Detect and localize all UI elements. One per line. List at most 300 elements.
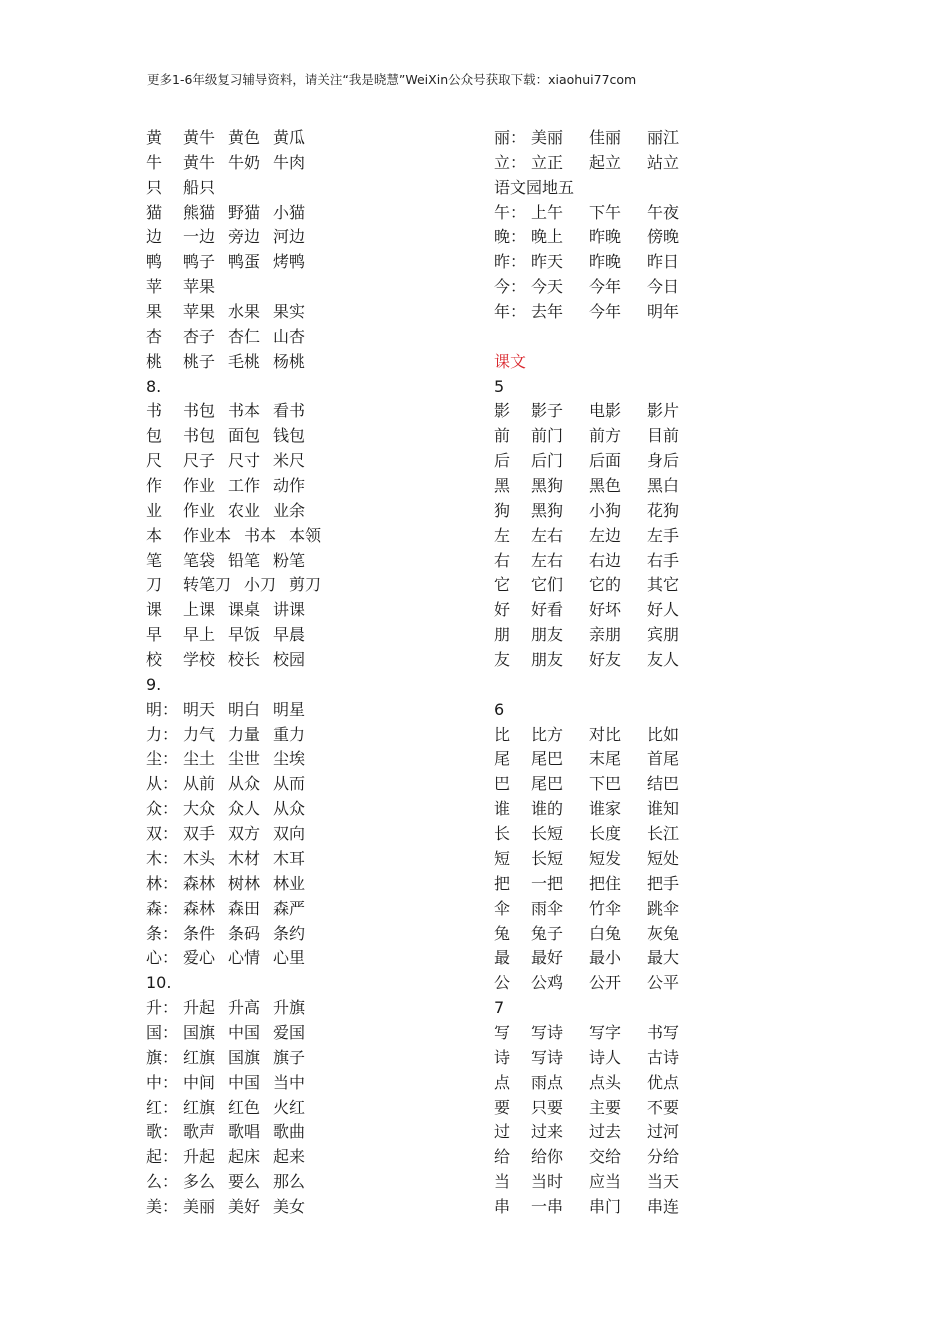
vocab-word: 不要 bbox=[647, 1097, 680, 1117]
vocab-word: 交给 bbox=[589, 1147, 622, 1167]
vocab-word: 尺寸 bbox=[228, 451, 261, 471]
vocab-word: 黄瓜 bbox=[273, 128, 306, 147]
vocab-word: 国旗 bbox=[183, 1022, 216, 1042]
vocab-word: 升起 bbox=[183, 1147, 216, 1167]
vocab-line bbox=[494, 300, 794, 325]
head-character: 升： bbox=[146, 998, 179, 1018]
vocab-word: 尺子 bbox=[183, 451, 216, 471]
vocab-word: 优点 bbox=[647, 1072, 680, 1092]
head-character: 长 bbox=[494, 824, 511, 844]
head-character: 起： bbox=[146, 1147, 179, 1167]
vocab-line bbox=[146, 946, 476, 971]
vocab-word: 心情 bbox=[228, 948, 261, 968]
vocab-word: 业余 bbox=[273, 500, 306, 520]
vocab-word: 明年 bbox=[647, 302, 680, 322]
vocab-line bbox=[494, 822, 794, 847]
vocab-word: 早饭 bbox=[228, 625, 261, 645]
vocab-word: 作业本 bbox=[183, 525, 232, 545]
vocab-word: 粉笔 bbox=[273, 550, 306, 570]
vocab-line bbox=[494, 922, 794, 947]
vocab-word: 国旗 bbox=[228, 1047, 261, 1067]
vocab-word: 讲课 bbox=[273, 600, 306, 620]
vocab-line bbox=[494, 772, 794, 797]
vocab-word: 工作 bbox=[228, 476, 261, 496]
vocab-word: 木耳 bbox=[273, 848, 306, 868]
vocab-word: 野猫 bbox=[228, 202, 261, 222]
head-character: 写 bbox=[494, 1022, 511, 1042]
vocab-word: 公开 bbox=[589, 973, 622, 993]
vocab-word: 明白 bbox=[228, 699, 261, 719]
vocab-word: 木材 bbox=[228, 848, 261, 868]
vocab-line bbox=[146, 772, 476, 797]
vocab-line bbox=[146, 201, 476, 226]
head-character: 鸭 bbox=[146, 252, 163, 272]
head-character: 晚： bbox=[494, 227, 527, 247]
vocab-word: 船只 bbox=[183, 177, 216, 197]
vocab-word: 应当 bbox=[589, 1172, 622, 1192]
vocab-line bbox=[146, 1195, 476, 1220]
vocab-word: 小猫 bbox=[273, 202, 306, 222]
vocab-word: 最大 bbox=[647, 948, 680, 968]
vocab-word: 长江 bbox=[647, 824, 680, 844]
vocab-line bbox=[146, 549, 476, 574]
vocab-word: 末尾 bbox=[589, 749, 622, 769]
head-character: 最 bbox=[494, 948, 511, 968]
vocab-line bbox=[494, 598, 794, 623]
vocab-word: 站立 bbox=[647, 152, 680, 172]
vocab-word: 牛肉 bbox=[273, 152, 306, 172]
vocab-word: 友人 bbox=[647, 650, 680, 670]
vocab-word: 剪刀 bbox=[289, 575, 322, 595]
head-character: 本 bbox=[146, 525, 163, 545]
vocab-word: 黑狗 bbox=[531, 500, 564, 520]
vocab-word: 竹伞 bbox=[589, 898, 622, 918]
vocab-word: 给你 bbox=[531, 1147, 564, 1167]
vocab-line bbox=[494, 151, 794, 176]
vocab-line bbox=[146, 922, 476, 947]
head-character: 午： bbox=[494, 202, 527, 222]
vocab-word: 后面 bbox=[589, 451, 622, 471]
vocab-word: 把住 bbox=[589, 873, 622, 893]
vocab-word: 花狗 bbox=[647, 500, 680, 520]
vocab-line bbox=[494, 225, 794, 250]
head-character: 作 bbox=[146, 476, 163, 496]
vocab-word: 傍晚 bbox=[647, 227, 680, 247]
vocab-word: 从前 bbox=[183, 774, 216, 794]
vocab-line bbox=[494, 1071, 794, 1096]
vocab-word: 起来 bbox=[273, 1147, 306, 1167]
vocab-line bbox=[146, 424, 476, 449]
vocab-word: 今天 bbox=[531, 277, 564, 297]
vocab-word: 歌唱 bbox=[228, 1122, 261, 1142]
vocab-word: 去年 bbox=[531, 302, 564, 322]
vocab-line bbox=[494, 872, 794, 897]
vocab-word: 过来 bbox=[531, 1122, 564, 1142]
vocab-line bbox=[146, 300, 476, 325]
vocab-word: 林业 bbox=[273, 873, 306, 893]
vocab-word: 宾朋 bbox=[647, 625, 680, 645]
head-character: 狗 bbox=[494, 500, 511, 520]
vocab-word: 前方 bbox=[589, 426, 622, 446]
vocab-word: 本领 bbox=[289, 525, 322, 545]
vocab-word: 森严 bbox=[273, 898, 306, 918]
vocab-line bbox=[494, 1046, 794, 1071]
head-character: 森： bbox=[146, 898, 179, 918]
vocab-word: 河边 bbox=[273, 227, 306, 247]
vocab-line bbox=[146, 1096, 476, 1121]
head-character: 把 bbox=[494, 873, 511, 893]
vocab-word: 长短 bbox=[531, 824, 564, 844]
vocab-word: 校园 bbox=[273, 650, 306, 670]
vocab-word: 小刀 bbox=[244, 575, 277, 595]
vocab-line bbox=[494, 971, 794, 996]
vocab-word: 结巴 bbox=[647, 774, 680, 794]
vocab-word: 木头 bbox=[183, 848, 216, 868]
vocab-word: 跳伞 bbox=[647, 898, 680, 918]
vocab-word: 黄牛 bbox=[183, 152, 216, 172]
vocab-word: 点头 bbox=[589, 1072, 622, 1092]
vocab-line bbox=[494, 201, 794, 226]
head-character: 心： bbox=[146, 948, 179, 968]
vocab-word: 歌声 bbox=[183, 1122, 216, 1142]
vocab-word: 雨点 bbox=[531, 1072, 564, 1092]
vocab-word: 升起 bbox=[183, 998, 216, 1018]
vocab-word: 对比 bbox=[589, 724, 622, 744]
vocab-word: 朋友 bbox=[531, 625, 564, 645]
vocab-word: 红旗 bbox=[183, 1097, 216, 1117]
vocab-word: 其它 bbox=[647, 575, 680, 595]
vocab-word: 大众 bbox=[183, 799, 216, 819]
head-character: 国： bbox=[146, 1022, 179, 1042]
head-character: 歌： bbox=[146, 1122, 179, 1142]
head-character: 友 bbox=[494, 650, 511, 670]
vocab-word: 重力 bbox=[273, 724, 306, 744]
vocab-word: 左右 bbox=[531, 550, 564, 570]
vocab-word: 公鸡 bbox=[531, 973, 564, 993]
vocab-word: 分给 bbox=[647, 1147, 680, 1167]
vocab-word: 水果 bbox=[228, 302, 261, 322]
vocab-word: 苹果 bbox=[183, 302, 216, 322]
head-character: 影 bbox=[494, 401, 511, 421]
vocab-word: 写诗 bbox=[531, 1047, 564, 1067]
vocab-word: 力量 bbox=[228, 724, 261, 744]
vocab-line bbox=[494, 126, 794, 151]
vocab-word: 学校 bbox=[183, 650, 216, 670]
vocab-line bbox=[146, 225, 476, 250]
vocab-word: 昨日 bbox=[647, 252, 680, 272]
section-label: 5 bbox=[494, 376, 505, 396]
vocab-word: 作业 bbox=[183, 500, 216, 520]
section-label: 课文 bbox=[494, 351, 527, 371]
vocab-word: 杏仁 bbox=[228, 326, 261, 346]
vocab-line bbox=[146, 250, 476, 275]
vocab-word: 首尾 bbox=[647, 749, 680, 769]
vocab-word: 校长 bbox=[228, 650, 261, 670]
head-character: 给 bbox=[494, 1147, 511, 1167]
vocab-line bbox=[146, 996, 476, 1021]
vocab-word: 影子 bbox=[531, 401, 564, 421]
head-character: 苹 bbox=[146, 277, 163, 297]
vocab-word: 中国 bbox=[228, 1072, 261, 1092]
vocab-word: 今年 bbox=[589, 277, 622, 297]
vocab-word: 尘世 bbox=[228, 749, 261, 769]
vocab-word: 左右 bbox=[531, 525, 564, 545]
vocab-word: 升旗 bbox=[273, 998, 306, 1018]
vocab-line bbox=[494, 1170, 794, 1195]
vocab-line bbox=[494, 474, 794, 499]
vocab-word: 午夜 bbox=[647, 202, 680, 222]
head-character: 兔 bbox=[494, 923, 511, 943]
head-character: 条： bbox=[146, 923, 179, 943]
vocab-line bbox=[494, 1195, 794, 1220]
vocab-word: 歌曲 bbox=[273, 1122, 306, 1142]
head-character: 双： bbox=[146, 824, 179, 844]
vocab-word: 作业 bbox=[183, 476, 216, 496]
head-character: 尺 bbox=[146, 451, 163, 471]
vocab-word: 丽江 bbox=[647, 128, 680, 147]
vocab-word: 旗子 bbox=[273, 1047, 306, 1067]
vocab-word: 昨晚 bbox=[589, 252, 622, 272]
vocab-word: 亲朋 bbox=[589, 625, 622, 645]
vocab-word: 一边 bbox=[183, 227, 216, 247]
vocab-word: 书本 bbox=[244, 525, 277, 545]
vocab-word: 从众 bbox=[273, 799, 306, 819]
vocab-word: 诗人 bbox=[589, 1047, 622, 1067]
head-character: 丽： bbox=[494, 128, 527, 147]
vocab-line bbox=[146, 822, 476, 847]
vocab-word: 谁家 bbox=[589, 799, 622, 819]
vocab-word: 小狗 bbox=[589, 500, 622, 520]
vocab-word: 雨伞 bbox=[531, 898, 564, 918]
vocab-word: 主要 bbox=[589, 1097, 622, 1117]
head-character: 后 bbox=[494, 451, 511, 471]
vocab-word: 美好 bbox=[228, 1196, 261, 1216]
vocab-line bbox=[146, 573, 476, 598]
head-character: 么： bbox=[146, 1172, 179, 1192]
vocab-line bbox=[494, 573, 794, 598]
vocab-word: 比方 bbox=[531, 724, 564, 744]
vocab-word: 尘埃 bbox=[273, 749, 306, 769]
head-character: 伞 bbox=[494, 898, 511, 918]
vocab-word: 爱国 bbox=[273, 1022, 306, 1042]
section-label: 9. bbox=[146, 674, 162, 694]
head-character: 众： bbox=[146, 799, 179, 819]
vocab-line bbox=[494, 1145, 794, 1170]
vocab-word: 从而 bbox=[273, 774, 306, 794]
vocab-line bbox=[146, 723, 476, 748]
vocab-line bbox=[146, 797, 476, 822]
head-character: 它 bbox=[494, 575, 511, 595]
head-character: 从： bbox=[146, 774, 179, 794]
head-character: 串 bbox=[494, 1196, 511, 1216]
vocab-word: 笔袋 bbox=[183, 550, 216, 570]
vocab-word: 黄牛 bbox=[183, 128, 216, 147]
vocab-word: 一把 bbox=[531, 873, 564, 893]
head-character: 只 bbox=[146, 177, 163, 197]
vocab-line bbox=[146, 499, 476, 524]
head-character: 巴 bbox=[494, 774, 511, 794]
vocab-word: 比如 bbox=[647, 724, 680, 744]
section-label: 语文园地五 bbox=[494, 177, 575, 197]
vocab-word: 多么 bbox=[183, 1172, 216, 1192]
vocab-line bbox=[146, 1120, 476, 1145]
vocab-line bbox=[146, 449, 476, 474]
vocab-word: 从众 bbox=[228, 774, 261, 794]
head-character: 业 bbox=[146, 500, 163, 520]
vocab-word: 众人 bbox=[228, 799, 261, 819]
head-character: 笔 bbox=[146, 550, 163, 570]
head-character: 公 bbox=[494, 973, 511, 993]
head-character: 牛 bbox=[146, 152, 163, 172]
head-character: 黄 bbox=[146, 128, 163, 147]
vocab-word: 书包 bbox=[183, 426, 216, 446]
vocab-word: 今日 bbox=[647, 277, 680, 297]
vocab-line bbox=[494, 399, 794, 424]
vocab-word: 黑色 bbox=[589, 476, 622, 496]
vocab-word: 它们 bbox=[531, 575, 564, 595]
vocab-word: 明天 bbox=[183, 699, 216, 719]
vocab-word: 起床 bbox=[228, 1147, 261, 1167]
vocab-word: 牛奶 bbox=[228, 152, 261, 172]
vocab-line bbox=[494, 648, 794, 673]
vocab-line bbox=[494, 723, 794, 748]
vocab-word: 公平 bbox=[647, 973, 680, 993]
vocab-word: 面包 bbox=[228, 426, 261, 446]
vocab-word: 书写 bbox=[647, 1022, 680, 1042]
vocab-line bbox=[146, 747, 476, 772]
left-column bbox=[146, 126, 476, 1220]
vocab-word: 写诗 bbox=[531, 1022, 564, 1042]
vocab-word: 明星 bbox=[273, 699, 306, 719]
vocab-word: 尾巴 bbox=[531, 774, 564, 794]
vocab-word: 昨晚 bbox=[589, 227, 622, 247]
head-character: 年： bbox=[494, 302, 527, 322]
vocab-word: 当时 bbox=[531, 1172, 564, 1192]
vocab-word: 上课 bbox=[183, 600, 216, 620]
vocab-line bbox=[494, 1120, 794, 1145]
vocab-line bbox=[494, 946, 794, 971]
vocab-word: 书包 bbox=[183, 401, 216, 421]
vocab-word: 看书 bbox=[273, 401, 306, 421]
vocab-word: 早晨 bbox=[273, 625, 306, 645]
vocab-word: 过去 bbox=[589, 1122, 622, 1142]
vocab-line bbox=[146, 1145, 476, 1170]
vocab-word: 条码 bbox=[228, 923, 261, 943]
vocab-line bbox=[146, 698, 476, 723]
vocab-word: 米尺 bbox=[273, 451, 306, 471]
vocab-line bbox=[146, 325, 476, 350]
vocab-word: 古诗 bbox=[647, 1047, 680, 1067]
vocab-word: 条约 bbox=[273, 923, 306, 943]
vocab-word: 起立 bbox=[589, 152, 622, 172]
vocab-word: 黑狗 bbox=[531, 476, 564, 496]
head-character: 桃 bbox=[146, 351, 163, 371]
vocab-line bbox=[146, 623, 476, 648]
vocab-word: 双方 bbox=[228, 824, 261, 844]
vocab-word: 森田 bbox=[228, 898, 261, 918]
vocab-word: 要么 bbox=[228, 1172, 261, 1192]
vocab-word: 爱心 bbox=[183, 948, 216, 968]
vocab-word: 好坏 bbox=[589, 600, 622, 620]
vocab-word: 双向 bbox=[273, 824, 306, 844]
vocab-word: 美女 bbox=[273, 1196, 306, 1216]
head-character: 左 bbox=[494, 525, 511, 545]
vocab-line bbox=[494, 449, 794, 474]
vocab-line bbox=[146, 872, 476, 897]
vocab-word: 红旗 bbox=[183, 1047, 216, 1067]
vocab-word: 只要 bbox=[531, 1097, 564, 1117]
vocab-word: 转笔刀 bbox=[183, 575, 232, 595]
vocab-line bbox=[146, 847, 476, 872]
vocab-line bbox=[494, 747, 794, 772]
head-character: 明： bbox=[146, 699, 179, 719]
vocab-word: 树林 bbox=[228, 873, 261, 893]
vocab-word: 火红 bbox=[273, 1097, 306, 1117]
head-character: 立： bbox=[494, 152, 527, 172]
vocab-word: 左边 bbox=[589, 525, 622, 545]
head-character: 过 bbox=[494, 1122, 511, 1142]
vocab-word: 当天 bbox=[647, 1172, 680, 1192]
section-label: 7 bbox=[494, 998, 505, 1018]
blank-line bbox=[494, 673, 794, 698]
vocab-line bbox=[494, 897, 794, 922]
vocab-word: 鸭子 bbox=[183, 252, 216, 272]
vocab-word: 美丽 bbox=[531, 128, 564, 147]
vocab-line bbox=[494, 847, 794, 872]
vocab-line bbox=[146, 1021, 476, 1046]
vocab-word: 中间 bbox=[183, 1072, 216, 1092]
vocab-line bbox=[146, 126, 476, 151]
vocab-line bbox=[146, 350, 476, 375]
vocab-line bbox=[494, 499, 794, 524]
vocab-word: 尘土 bbox=[183, 749, 216, 769]
vocab-word: 力气 bbox=[183, 724, 216, 744]
head-character: 旗： bbox=[146, 1047, 179, 1067]
vocab-line bbox=[146, 1046, 476, 1071]
vocab-word: 烤鸭 bbox=[273, 252, 306, 272]
head-character: 早 bbox=[146, 625, 163, 645]
head-character: 今： bbox=[494, 277, 527, 297]
vocab-word: 下午 bbox=[589, 202, 622, 222]
head-character: 诗 bbox=[494, 1047, 511, 1067]
vocab-word: 杏子 bbox=[183, 326, 216, 346]
blank-line bbox=[494, 325, 794, 350]
vocab-line bbox=[494, 549, 794, 574]
head-character: 黑 bbox=[494, 476, 511, 496]
vocab-word: 黑白 bbox=[647, 476, 680, 496]
vocab-word: 灰兔 bbox=[647, 923, 680, 943]
right-column bbox=[494, 126, 794, 1220]
vocab-word: 前门 bbox=[531, 426, 564, 446]
head-character: 尘： bbox=[146, 749, 179, 769]
vocab-word: 谁知 bbox=[647, 799, 680, 819]
vocab-word: 红色 bbox=[228, 1097, 261, 1117]
vocab-line bbox=[494, 424, 794, 449]
vocab-word: 影片 bbox=[647, 401, 680, 421]
vocab-line bbox=[146, 897, 476, 922]
vocab-word: 白兔 bbox=[589, 923, 622, 943]
head-character: 前 bbox=[494, 426, 511, 446]
vocab-word: 熊猫 bbox=[183, 202, 216, 222]
vocab-word: 昨天 bbox=[531, 252, 564, 272]
head-character: 比 bbox=[494, 724, 511, 744]
vocab-word: 森林 bbox=[183, 873, 216, 893]
vocab-word: 朋友 bbox=[531, 650, 564, 670]
head-character: 红： bbox=[146, 1097, 179, 1117]
vocab-word: 美丽 bbox=[183, 1196, 216, 1216]
vocab-line bbox=[494, 250, 794, 275]
vocab-line bbox=[146, 1170, 476, 1195]
